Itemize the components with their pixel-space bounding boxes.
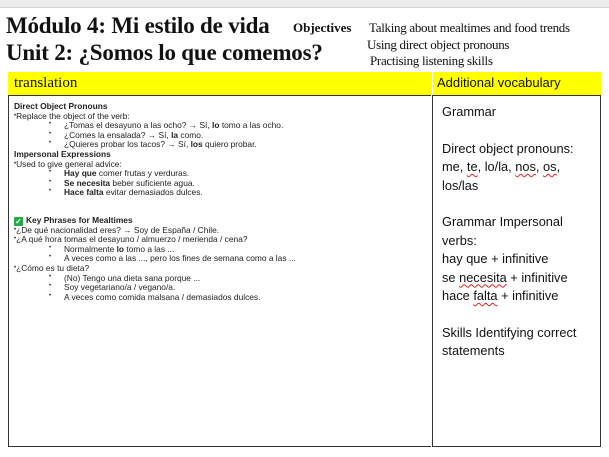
header-vocab-label: Additional vocabulary — [437, 75, 561, 90]
check-mark-icon: ✓ — [15, 216, 22, 226]
objective-3: Practising listening skills — [370, 53, 493, 68]
answer-item: • A veces como comida malsana / demasiados dulces. — [14, 293, 296, 303]
additional-vocabulary-cell[interactable] — [432, 95, 601, 447]
impersonal-label: Grammar Impersonal — [442, 214, 563, 230]
objectives-label: Objectives — [293, 20, 352, 35]
question-item: • ¿De qué nacionalidad eres? → Soy de España / Chile. — [14, 226, 296, 236]
dop-last: los/las — [442, 177, 479, 193]
window-top-bar — [0, 0, 609, 8]
vocab-content — [442, 103, 604, 361]
dop-label: Direct object pronouns: — [442, 140, 574, 156]
impersonal-line: hay que + infinitive — [442, 251, 549, 267]
question-item: • ¿A qué hora tomas el desayuno / almuerzo / merienda / cena? — [14, 235, 296, 245]
question-item: • ¿Cómo es tu dieta? — [14, 264, 296, 274]
module-title: Módulo 4: Mi estilo de vida — [6, 13, 270, 38]
section-title: ✓ Key Phrases for Mealtimes — [15, 214, 133, 226]
dop-list: me, te, lo/la, nos, os, — [442, 159, 561, 175]
example-item: • ¿Comes la ensalada? → Sí, la como. — [14, 131, 296, 141]
section-intro: • Replace the object of the verb: — [14, 112, 296, 122]
section-intro: • Used to give general advice: — [14, 160, 296, 170]
header-cell-additional-vocabulary — [433, 72, 601, 95]
answer-item: • Soy vegetariano/a / vegano/a. — [14, 283, 296, 293]
translation-content — [14, 102, 296, 302]
example-item: • ¿Quieres probar los tacos? → Sí, los quiero probar. — [14, 140, 296, 150]
grammar-label: Grammar — [442, 104, 497, 119]
skills-label: Skills Identifying correct — [442, 324, 577, 340]
answer-item: • A veces como a las ..., pero los fines de semana como a las ... — [14, 254, 296, 264]
example-item: • Se necesita beber suficiente agua. — [14, 179, 296, 189]
impersonal-label-2: verbs: — [442, 232, 477, 248]
example-item: • ¿Tomas el desayuno a las ocho? → Sí, lo tomo a las ocho. — [14, 121, 296, 131]
skills-label-2: statements — [442, 343, 505, 359]
example-item: • Hay que comer frutas y verduras. — [14, 169, 296, 179]
objective-1: Talking about mealtimes and food trends — [369, 20, 570, 35]
unit-title: Unit 2: ¿Somos lo que comemos? — [6, 40, 323, 65]
translation-cell[interactable] — [8, 95, 431, 447]
answer-item: • Normalmente lo tomo a las ... — [14, 245, 296, 255]
vocab-table — [8, 72, 601, 446]
section-title: Impersonal Expressions — [14, 148, 111, 159]
section-title: Direct Object Pronouns — [14, 101, 108, 111]
header-translation-label: translation — [14, 75, 78, 91]
impersonal-line: hace falta + infinitive — [442, 288, 559, 304]
example-item: • Hace falta evitar demasiados dulces. — [14, 188, 296, 198]
objective-2: Using direct object pronouns — [367, 37, 510, 52]
answer-item: • (No) Tengo una dieta sana porque ... — [14, 274, 296, 284]
impersonal-line: se necesita + infinitive — [442, 269, 568, 285]
header-cell-translation — [8, 72, 432, 95]
